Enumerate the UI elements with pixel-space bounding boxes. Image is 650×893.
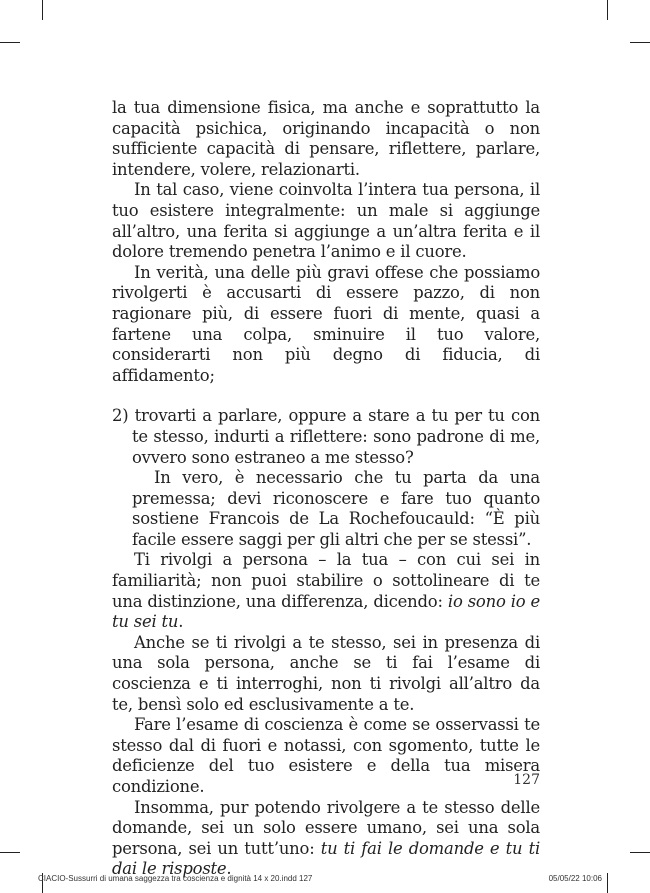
list-item-2-continuation — [112, 468, 540, 550]
crop-mark-bottom-right-v — [607, 873, 608, 893]
paragraph: In verità, una delle più gravi offese che possiamo rivolgerti è accusarti di essere pazzo, di non ragionare più, di essere fuori di mente, quasi a fartene una colpa, sminuire il tuo valore, considerarti non più degno di fiducia, di affidamento; — [112, 262, 540, 385]
text-run: . — [178, 612, 184, 632]
paragraph — [112, 798, 540, 880]
list-marker: 2) — [112, 406, 129, 426]
text-run: Insomma, pur potendo rivolgere a te stesso delle domande, sei un solo essere umano, sei una sola persona, sei un tutt’uno: — [112, 797, 540, 858]
paragraph — [112, 550, 540, 632]
list-item-text: trovarti a parlare, oppure a stare a tu per tu con te stesso, indurti a riflettere: sono padrone di me, ovvero sono estraneo a me stesso? — [132, 406, 540, 467]
crop-mark-top-right-h — [630, 42, 650, 43]
crop-mark-bottom-right-h — [630, 852, 650, 853]
paragraph: la tua dimensione fisica, ma anche e soprattutto la capacità psichica, originando incapacità o non sufficiente capacità di pensare, riflettere, parlare, intendere, volere, relazionarti. — [112, 98, 540, 179]
italic-run: tu ti fai le domande e tu ti dai le risposte — [112, 838, 540, 879]
text-run: . — [226, 859, 232, 879]
crop-mark-top-left-v — [42, 0, 43, 20]
paragraph: Anche se ti rivolgi a te stesso, sei in presenza di una sola persona, anche se ti fai l’esame di coscienza e ti interroghi, non ti rivolgi all’altro da te, bensì solo ed esclusivamente a te. — [112, 632, 540, 714]
crop-mark-bottom-left-h — [0, 852, 20, 853]
text-run: Ti rivolgi a persona – la tua – con cui sei in familiarità; non puoi stabilire o sottolineare di te una distinzione, una differenza, dicendo: — [112, 550, 540, 611]
italic-run: io sono io e tu sei tu — [112, 591, 541, 632]
page-number: 127 — [513, 772, 540, 788]
slug-datetime: 05/05/22 10:06 — [548, 874, 602, 883]
slug-filename: CIACIO-Sussurri di umana saggezza tra coscienza e dignità 14 x 20.indd 127 — [38, 874, 313, 883]
crop-mark-top-left-h — [0, 42, 20, 43]
paragraph: In tal caso, viene coinvolta l’intera tua persona, il tuo esistere integralmente: un male si aggiunge all’altro, una ferita si aggiunge a un’altra ferita e il dolore tremendo penetra l’animo e il cuore. — [112, 180, 540, 262]
crop-mark-top-right-v — [607, 0, 608, 20]
body-text — [112, 98, 540, 880]
paragraph: In vero, è necessario che tu parta da una premessa; devi riconoscere e fare tuo quanto sostiene Francois de La Rochefoucauld: “È più facile essere saggi per gli altri che per se stessi”. — [132, 468, 540, 549]
list-item-2 — [112, 406, 540, 468]
paragraph: Fare l’esame di coscienza è come se osservassi te stesso dal di fuori e notassi, con sgomento, tutte le deficienze del tuo esistere e della tua misera condizione. — [112, 715, 540, 796]
spacer — [112, 386, 540, 406]
